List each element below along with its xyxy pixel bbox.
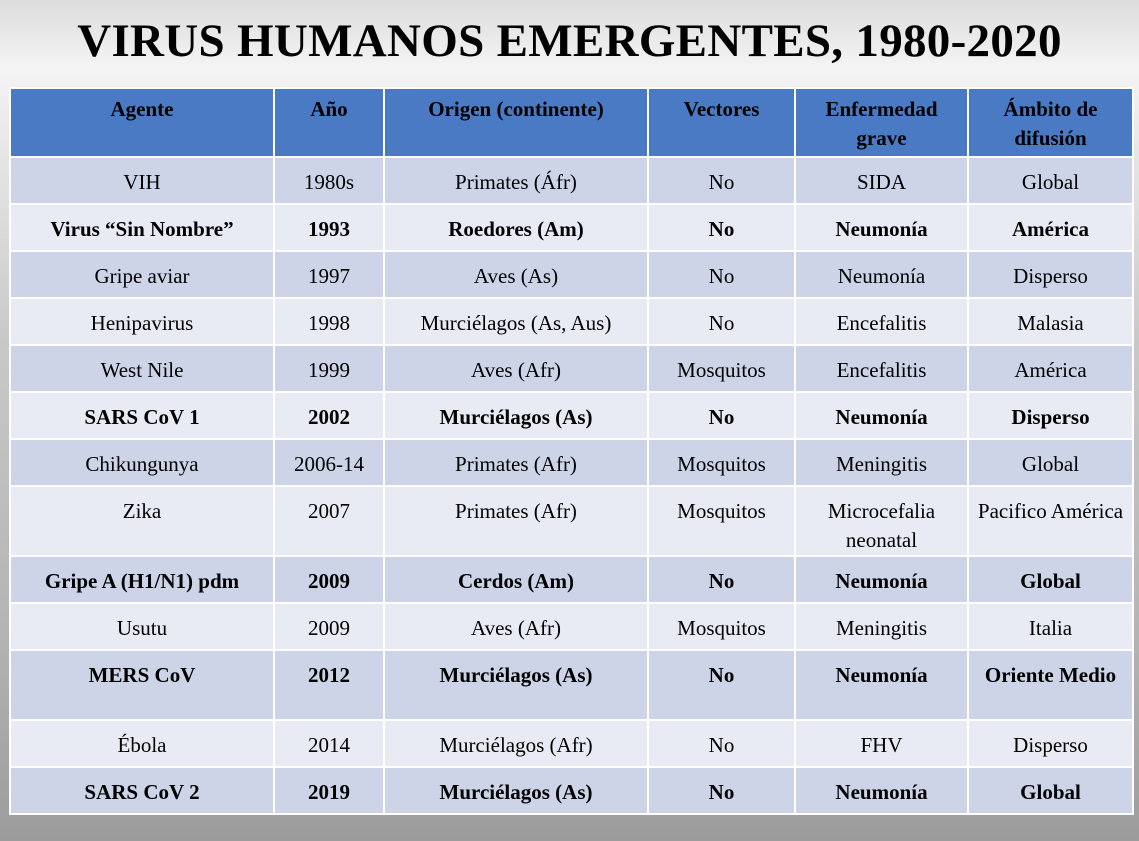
cell-origen: Murciélagos (As) xyxy=(384,767,648,814)
cell-anio: 2006-14 xyxy=(274,439,384,486)
table-row xyxy=(10,439,1133,486)
cell-enfermedad: Meningitis xyxy=(795,439,968,486)
cell-origen: Aves (Afr) xyxy=(384,603,648,650)
table-row xyxy=(10,767,1133,814)
cell-enfermedad: Encefalitis xyxy=(795,345,968,392)
cell-anio: 2019 xyxy=(274,767,384,814)
header-vectores: Vectores xyxy=(648,88,795,157)
cell-vectores: No xyxy=(648,650,795,720)
cell-ambito: Disperso xyxy=(968,720,1133,767)
cell-ambito: América xyxy=(968,204,1133,251)
cell-enfermedad: Neumonía xyxy=(795,767,968,814)
cell-vectores: Mosquitos xyxy=(648,603,795,650)
cell-anio: 2009 xyxy=(274,556,384,603)
header-ambito: Ámbito de difusión xyxy=(968,88,1133,157)
cell-enfermedad: Meningitis xyxy=(795,603,968,650)
table-row xyxy=(10,345,1133,392)
cell-origen: Cerdos (Am) xyxy=(384,556,648,603)
cell-enfermedad: Microcefalia neonatal xyxy=(795,486,968,556)
cell-ambito: Pacifico América xyxy=(968,486,1133,556)
cell-agente: Gripe aviar xyxy=(10,251,274,298)
cell-enfermedad: Neumonía xyxy=(795,556,968,603)
cell-agente: Chikungunya xyxy=(10,439,274,486)
cell-enfermedad: Neumonía xyxy=(795,204,968,251)
cell-enfermedad: Neumonía xyxy=(795,251,968,298)
cell-origen: Primates (Afr) xyxy=(384,486,648,556)
table-row xyxy=(10,556,1133,603)
cell-vectores: No xyxy=(648,767,795,814)
cell-agente: Zika xyxy=(10,486,274,556)
cell-vectores: Mosquitos xyxy=(648,486,795,556)
cell-agente: Gripe A (H1/N1) pdm xyxy=(10,556,274,603)
cell-enfermedad: FHV xyxy=(795,720,968,767)
cell-agente: SARS CoV 2 xyxy=(10,767,274,814)
cell-vectores: No xyxy=(648,298,795,345)
cell-anio: 1993 xyxy=(274,204,384,251)
cell-origen: Murciélagos (As) xyxy=(384,650,648,720)
header-anio: Año xyxy=(274,88,384,157)
table-row xyxy=(10,650,1133,720)
table-header-row xyxy=(10,88,1133,157)
header-origen: Origen (continente) xyxy=(384,88,648,157)
table-row xyxy=(10,603,1133,650)
cell-agente: Henipavirus xyxy=(10,298,274,345)
cell-origen: Murciélagos (As) xyxy=(384,392,648,439)
cell-ambito: Oriente Medio xyxy=(968,650,1133,720)
table-row xyxy=(10,251,1133,298)
cell-origen: Primates (Áfr) xyxy=(384,157,648,204)
cell-anio: 1980s xyxy=(274,157,384,204)
cell-origen: Murciélagos (Afr) xyxy=(384,720,648,767)
cell-agente: West Nile xyxy=(10,345,274,392)
cell-anio: 2007 xyxy=(274,486,384,556)
cell-vectores: No xyxy=(648,157,795,204)
cell-ambito: Global xyxy=(968,767,1133,814)
cell-ambito: Italia xyxy=(968,603,1133,650)
cell-vectores: No xyxy=(648,204,795,251)
cell-anio: 2002 xyxy=(274,392,384,439)
cell-enfermedad: Neumonía xyxy=(795,392,968,439)
cell-origen: Murciélagos (As, Aus) xyxy=(384,298,648,345)
header-agente: Agente xyxy=(10,88,274,157)
cell-vectores: Mosquitos xyxy=(648,345,795,392)
cell-ambito: Disperso xyxy=(968,392,1133,439)
header-enfermedad: Enfermedad grave xyxy=(795,88,968,157)
cell-agente: SARS CoV 1 xyxy=(10,392,274,439)
cell-agente: MERS CoV xyxy=(10,650,274,720)
virus-table xyxy=(9,87,1134,815)
cell-agente: Virus “Sin Nombre” xyxy=(10,204,274,251)
cell-anio: 1999 xyxy=(274,345,384,392)
cell-enfermedad: SIDA xyxy=(795,157,968,204)
cell-ambito: Disperso xyxy=(968,251,1133,298)
cell-anio: 1997 xyxy=(274,251,384,298)
cell-ambito: Malasia xyxy=(968,298,1133,345)
cell-enfermedad: Neumonía xyxy=(795,650,968,720)
cell-vectores: No xyxy=(648,556,795,603)
cell-vectores: No xyxy=(648,251,795,298)
cell-vectores: Mosquitos xyxy=(648,439,795,486)
table-row xyxy=(10,204,1133,251)
cell-anio: 1998 xyxy=(274,298,384,345)
page-title: VIRUS HUMANOS EMERGENTES, 1980-2020 xyxy=(77,15,1062,67)
cell-ambito: América xyxy=(968,345,1133,392)
cell-enfermedad: Encefalitis xyxy=(795,298,968,345)
cell-agente: Usutu xyxy=(10,603,274,650)
cell-anio: 2009 xyxy=(274,603,384,650)
cell-origen: Primates (Afr) xyxy=(384,439,648,486)
table-row xyxy=(10,486,1133,556)
cell-vectores: No xyxy=(648,720,795,767)
cell-vectores: No xyxy=(648,392,795,439)
table-row xyxy=(10,298,1133,345)
cell-ambito: Global xyxy=(968,439,1133,486)
cell-origen: Roedores (Am) xyxy=(384,204,648,251)
cell-anio: 2014 xyxy=(274,720,384,767)
cell-agente: Ébola xyxy=(10,720,274,767)
table-row xyxy=(10,157,1133,204)
cell-anio: 2012 xyxy=(274,650,384,720)
table-row xyxy=(10,720,1133,767)
cell-ambito: Global xyxy=(968,157,1133,204)
table-row xyxy=(10,392,1133,439)
cell-ambito: Global xyxy=(968,556,1133,603)
cell-agente: VIH xyxy=(10,157,274,204)
cell-origen: Aves (Afr) xyxy=(384,345,648,392)
cell-origen: Aves (As) xyxy=(384,251,648,298)
